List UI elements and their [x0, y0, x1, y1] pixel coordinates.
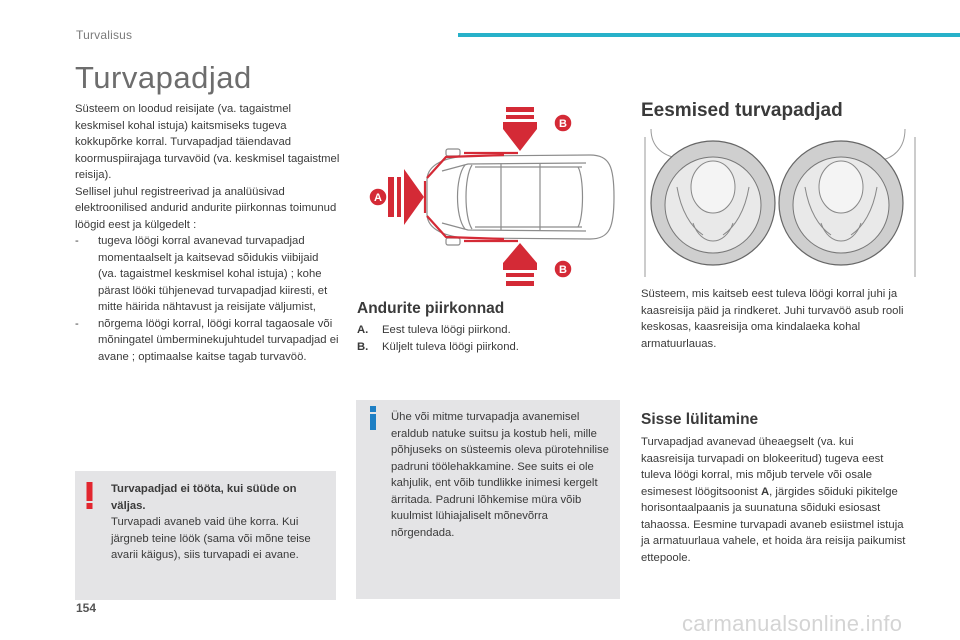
- list-item-text: nõrgema löögi korral, löögi korral tagaosale või mõningatel ümberminekujuhtudel turvapadjad ei avane ; optimaalse kaitse tagab turvavöö.: [98, 317, 339, 363]
- zone-text: Eest tuleva löögi piirkond.: [382, 324, 511, 336]
- zone-label: B.: [357, 340, 369, 353]
- warning-title: Turvapadjad ei tööta, kui süüde on väljas.: [111, 483, 297, 512]
- badge-b-top: [554, 114, 572, 132]
- sensor-zones-list: [357, 322, 617, 355]
- arrow-b-bottom: [503, 243, 537, 286]
- page-number: 154: [76, 601, 97, 615]
- watermark: carmanualsonline.info: [682, 611, 903, 636]
- warning-text: [111, 481, 331, 564]
- badge-b-label: B: [559, 118, 567, 130]
- driver-airbag: [651, 141, 775, 265]
- zone-label: A.: [357, 324, 369, 336]
- activation-text-part: Turvapadjad avanevad üheaegselt (va. kui kaasreisija turvapadi on blokeeritud) tugeva eest tuleva löögi korral, mis mõjub tervele või osale esimesest löögitsoonist: [641, 436, 884, 498]
- zone-text: Küljelt tuleva löögi piirkond.: [382, 340, 519, 353]
- info-text: Ühe või mitme turvapadja avanemisel eraldub natuke suitsu ja kostub heli, mille põhjuseks on süsteemis oleva pürotehnilise padruni töölehakkamine. See suits ei ole kahjulik, ent võib tundlikke inimesi kergelt ärritada. Padruni lõhkemise müra võib kuulmist lühiajaliselt mõnevõrra nõrgendada.: [391, 411, 609, 539]
- activation-text-part: , järgides sõiduki pikitelge horisontaalpaanis ja suunatuna sõiduki esiosast tahaossa. Eesmine turvapadi avaneb esiistmel istuja ja armatuurlaua vahele, et hoida ära reisija paikumist ettepoole.: [641, 485, 906, 564]
- warning-body: Turvapadi avaneb vaid ühe korra. Kui järgneb teine löök (sama või mõne teise avarii käigus), siis turvapadi ei avane.: [111, 516, 311, 561]
- activation-title: Sisse lülitamine: [641, 411, 759, 428]
- badge-a: [369, 188, 387, 206]
- exclamation-icon: [86, 482, 93, 509]
- badge-b-label: B: [559, 264, 567, 276]
- arrow-a: [388, 169, 424, 225]
- list-item-text: tugeva löögi korral avanevad turvapadjad momentaalselt ja kaitsevad sõidukis viibijaid (va. tagaistmel keskmisel kohal istuja) ; kohe pärast lööki tühjenevad turvapadjad kiiresti, et mitte häirida nähtavust ja reisijate väljumist,: [98, 235, 328, 313]
- intro-paragraph: Sellisel juhul registreerivad ja analüüsivad elektroonilised andurid andurite piirkonnas toimunud löögid eest ja külgedelt :: [75, 185, 337, 231]
- header-accent-bar: [458, 33, 960, 37]
- sensor-zones-title: Andurite piirkonnad: [357, 300, 505, 317]
- activation-text: [641, 434, 906, 566]
- front-airbags-text: Süsteem, mis kaitseb eest tuleva löögi korral juhi ja kaasreisija päid ja rindkeret. Juhi turvavöö asub rooli keskosas, kaasreisija oma kindalaeka kohal armatuurlauas.: [641, 288, 904, 350]
- badge-b-bottom: [554, 260, 572, 278]
- section-header: Turvalisus: [76, 28, 133, 42]
- front-airbags-title: Eesmised turvapadjad: [641, 100, 843, 121]
- list-item: [75, 316, 340, 366]
- front-airbags-illustration: [643, 127, 917, 279]
- passenger-airbag: [779, 141, 903, 265]
- intro-text: [75, 101, 340, 365]
- activation-zone-label: A: [760, 485, 770, 498]
- list-item: [357, 322, 617, 339]
- car-top-view: [427, 149, 614, 245]
- list-dash: -: [75, 235, 79, 247]
- arrow-b-top: [503, 107, 537, 151]
- list-dash: -: [75, 317, 79, 330]
- info-icon: [367, 406, 379, 430]
- sensor-zones-diagram: [364, 107, 616, 290]
- intro-paragraph: Süsteem on loodud reisijate (va. tagaistmel keskmisel kohal istuja) kaitsmiseks tugeva kokkupõrke korral. Turvapadjad täiendavad koormuspiirajaga turvavöid (va. keskmisel tagaistmel reisija).: [75, 103, 340, 181]
- badge-a-label: A: [374, 192, 382, 204]
- page-title: Turvapadjad: [75, 60, 252, 95]
- list-item: [75, 233, 340, 316]
- list-item: [357, 339, 617, 356]
